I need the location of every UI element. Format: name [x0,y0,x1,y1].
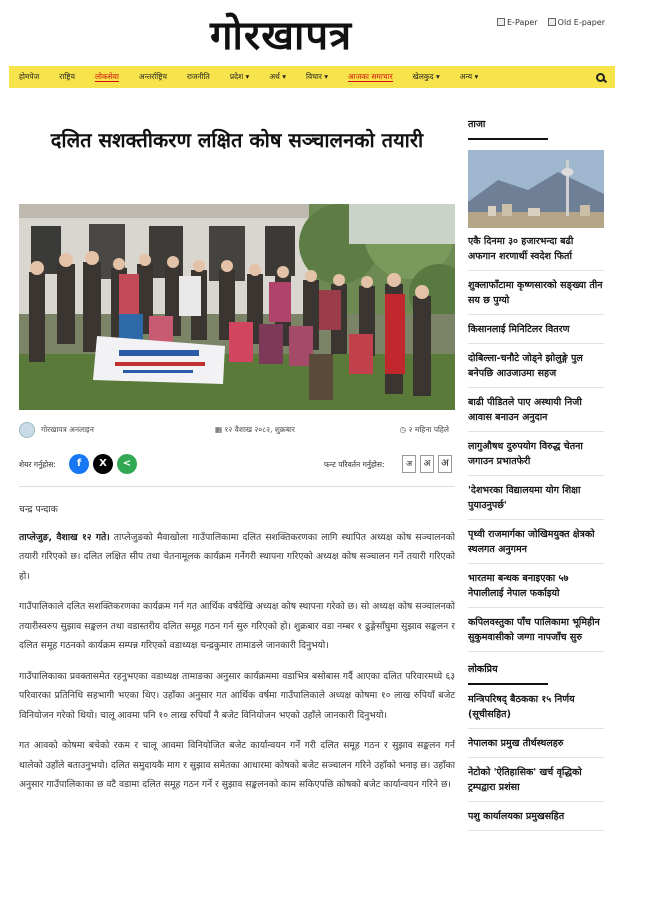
paragraph: गाउँपालिकाले दलित सशक्तिकरणका कार्यक्रम गर्न गत आर्थिक वर्षदेखि अध्यक्ष कोष स्थापना गरेको छ। सो अध्यक्ष कोष सञ्चालनको तयारीस्वरुप सुझाव सङ्कलन तथा वडास्तरीय दलित समूह गठन गर्न सुरु गरिएको हो। शुक्रबार वडा नम्बर १ ढुङ्गेसाँघुमा सुझाव सङ्कलन र दलित समूह गठनको कार्यक्रम सम्पन्न गरिएको वडाध्यक्ष चन्द्रकुमार तामाङले जानकारी दिनुभयो। [19,601,455,651]
nav-item-politics[interactable]: राजनीति [186,72,210,81]
x-share-icon[interactable]: X [93,454,113,474]
nav-item-today-news[interactable]: आजका समाचार [348,72,393,81]
main-nav [9,66,615,88]
epaper-links [497,18,605,27]
avatar [19,422,35,438]
nav-item-other[interactable]: अन्य ▾ [459,72,479,81]
latest-item[interactable]: शुक्लाफाँटामा कृष्णसारको सङ्ख्या तीन सय छ पुग्यो [468,271,604,315]
author-name: गोरखापत्र अनलाइन [41,425,94,434]
site-header [0,0,655,62]
sidebar [468,112,604,831]
epaper-link[interactable]: E-Paper [497,18,538,27]
paragraph: गाउँपालिकाका प्रवक्तासमेत रहनुभएका वडाध्यक्ष तामाङका अनुसार कार्यक्रममा वडाभित्र बसोबास गर्दै आएका दलित परिवारमध्ये ६३ परिवारका प्रतिनिधि सहभागी भएका थिए। उहाँका अनुसार गत आर्थिक वर्षमा गाउँपालिकाले अध्यक्ष कोषमा १० लाख रुपियाँ बजेट विनियोजन गरेको थियो। चालू आवमा पनि १० लाख रुपियाँ नै बजेट विनियोजन भएको उहाँले जानकारी दिनुभयो। [19,670,455,721]
article-body [19,500,455,806]
share-bar [19,452,455,478]
popular-item[interactable]: नेटोको 'ऐतिहासिक' खर्च वृद्धिको ट्रम्पद्वारा प्रशंसा [468,758,604,802]
font-size-medium-button[interactable]: अ [420,455,434,473]
nav-item-home[interactable]: होमपेज [19,72,40,81]
latest-item[interactable]: 'देशभरका विद्यालयमा योग शिक्षा पुयाउनुपर्छ' [468,476,604,520]
newspaper-icon [548,18,556,26]
popular-item[interactable]: पशु कार्यालयका प्रमुखसहित [468,802,604,831]
city-photo [468,150,604,228]
search-icon[interactable] [596,73,605,82]
font-size-label: फन्ट परिवर्तन गर्नुहोस: [324,460,385,469]
share-label: शेयर गर्नुहोस: [19,460,56,469]
nav-item-loksewa[interactable]: लोकसेवा [94,72,119,81]
facebook-share-icon[interactable]: f [69,454,89,474]
nav-item-sports[interactable]: खेलकुद ▾ [412,72,440,81]
nav-item-province[interactable]: प्रदेश ▾ [229,72,250,81]
latest-thumbnail[interactable] [468,150,604,228]
nav-item-economy[interactable]: अर्थ ▾ [269,72,286,81]
newspaper-icon [497,18,505,26]
group-photo [19,204,455,410]
latest-item[interactable]: दोबिल्ला-चनौटे जोड्ने झोलुङ्गे पुल बनेपछि आउजाउमा सहज [468,344,604,388]
article-title: दलित सशक्तीकरण लक्षित कोष सञ्चालनको तयारी [50,128,424,152]
share-icon[interactable]: < [117,454,137,474]
latest-item[interactable]: किसानलाई मिनिटिलर वितरण [468,315,604,344]
latest-item[interactable]: बाढी पीडितले पाए अस्थायी निजी आवास बनाउन अनुदान [468,388,604,432]
latest-item[interactable]: भारतमा बन्धक बनाइएका ५७ नेपालीलाई नेपाल फर्काइयो [468,564,604,608]
popular-section-title: लोकप्रिय [468,662,548,685]
divider [19,486,455,487]
article-hero-image [19,204,455,410]
old-epaper-link[interactable]: Old E-paper [548,18,605,27]
article [19,115,455,155]
publish-date: ▦ १२ वैशाख २०८२, शुक्रबार [215,425,295,434]
latest-section-title: ताजा [468,117,548,140]
clock-icon: ◷ [399,425,409,434]
font-size-small-button[interactable]: अ [402,455,416,473]
byline: चन्द्र पन्दाक [19,504,58,515]
article-meta [19,420,455,440]
paragraph: गत आवको कोषमा बचेको रकम र चालू आवमा विनियोजित बजेट कार्यान्वयन गर्ने गरी दलित समूह गठन र सुझाव सङ्कलन गर्न थालेको उहाँले बताउनुभयो। दलित समुदायकै माग र सुझाव समेतका आधारमा कोषको बजेट सञ्चालन गरिने उहाँको भनाइ छ। उहाँका अनुसार गाउँपालिकाका छ वटै वडामा दलित समूह गठन गर्ने र सुझाव सङ्कलनको काम सकिएपछि कोषको बजेट कार्यान्वयन गरिने छ। [19,740,455,790]
nav-item-national[interactable]: राष्ट्रिय [59,72,75,81]
latest-item[interactable]: कपिलवस्तुका पाँच पालिकामा भूमिहीन सुकुमवासीको जग्गा नापजाँच सुरु [468,608,604,652]
popular-item[interactable]: मन्त्रिपरिषद् बैठकका १५ निर्णय (सूचीसहित) [468,685,604,729]
latest-item[interactable]: लागुऔषध दुरुपयोग विरुद्ध चेतना जगाउन प्रभातफेरी [468,432,604,476]
paragraph: ताप्लेजुङ, वैशाख १२ गते। ताप्लेजुङको मैवाखोला गाउँपालिकामा दलित सशक्तिकरणका लागि स्थापित अध्यक्ष कोष सञ्चालनको तयारी गरिएको छ। दलित लक्षित सीप तथा चेतनामूलक कार्यक्रम गर्नेगरी स्थापना गरिएको अध्यक्ष कोष सञ्चालन गर्ने तयारी गरिएको हो। [19,531,455,582]
dateline: ताप्लेजुङ, वैशाख १२ गते। [19,531,110,543]
site-logo[interactable]: गोरखापत्र [210,12,353,59]
latest-item[interactable]: एकै दिनमा ३० हजारभन्दा बढी अफगान शरणार्थी स्वदेश फिर्ता [468,228,604,271]
popular-item[interactable]: नेपालका प्रमुख तीर्थस्थलहरु [468,729,604,758]
time-ago: ◷ २ महिना पहिले [399,425,449,434]
nav-item-opinion[interactable]: विचार ▾ [306,72,329,81]
nav-item-international[interactable]: अन्तर्राष्ट्रिय [138,72,167,81]
font-size-large-button[interactable]: अ [438,455,452,473]
calendar-icon: ▦ [215,425,225,434]
latest-item[interactable]: पृथ्वी राजमार्गका जोखिमयुक्त क्षेत्रको स्थलगत अनुगमन [468,520,604,564]
author[interactable] [19,422,94,438]
